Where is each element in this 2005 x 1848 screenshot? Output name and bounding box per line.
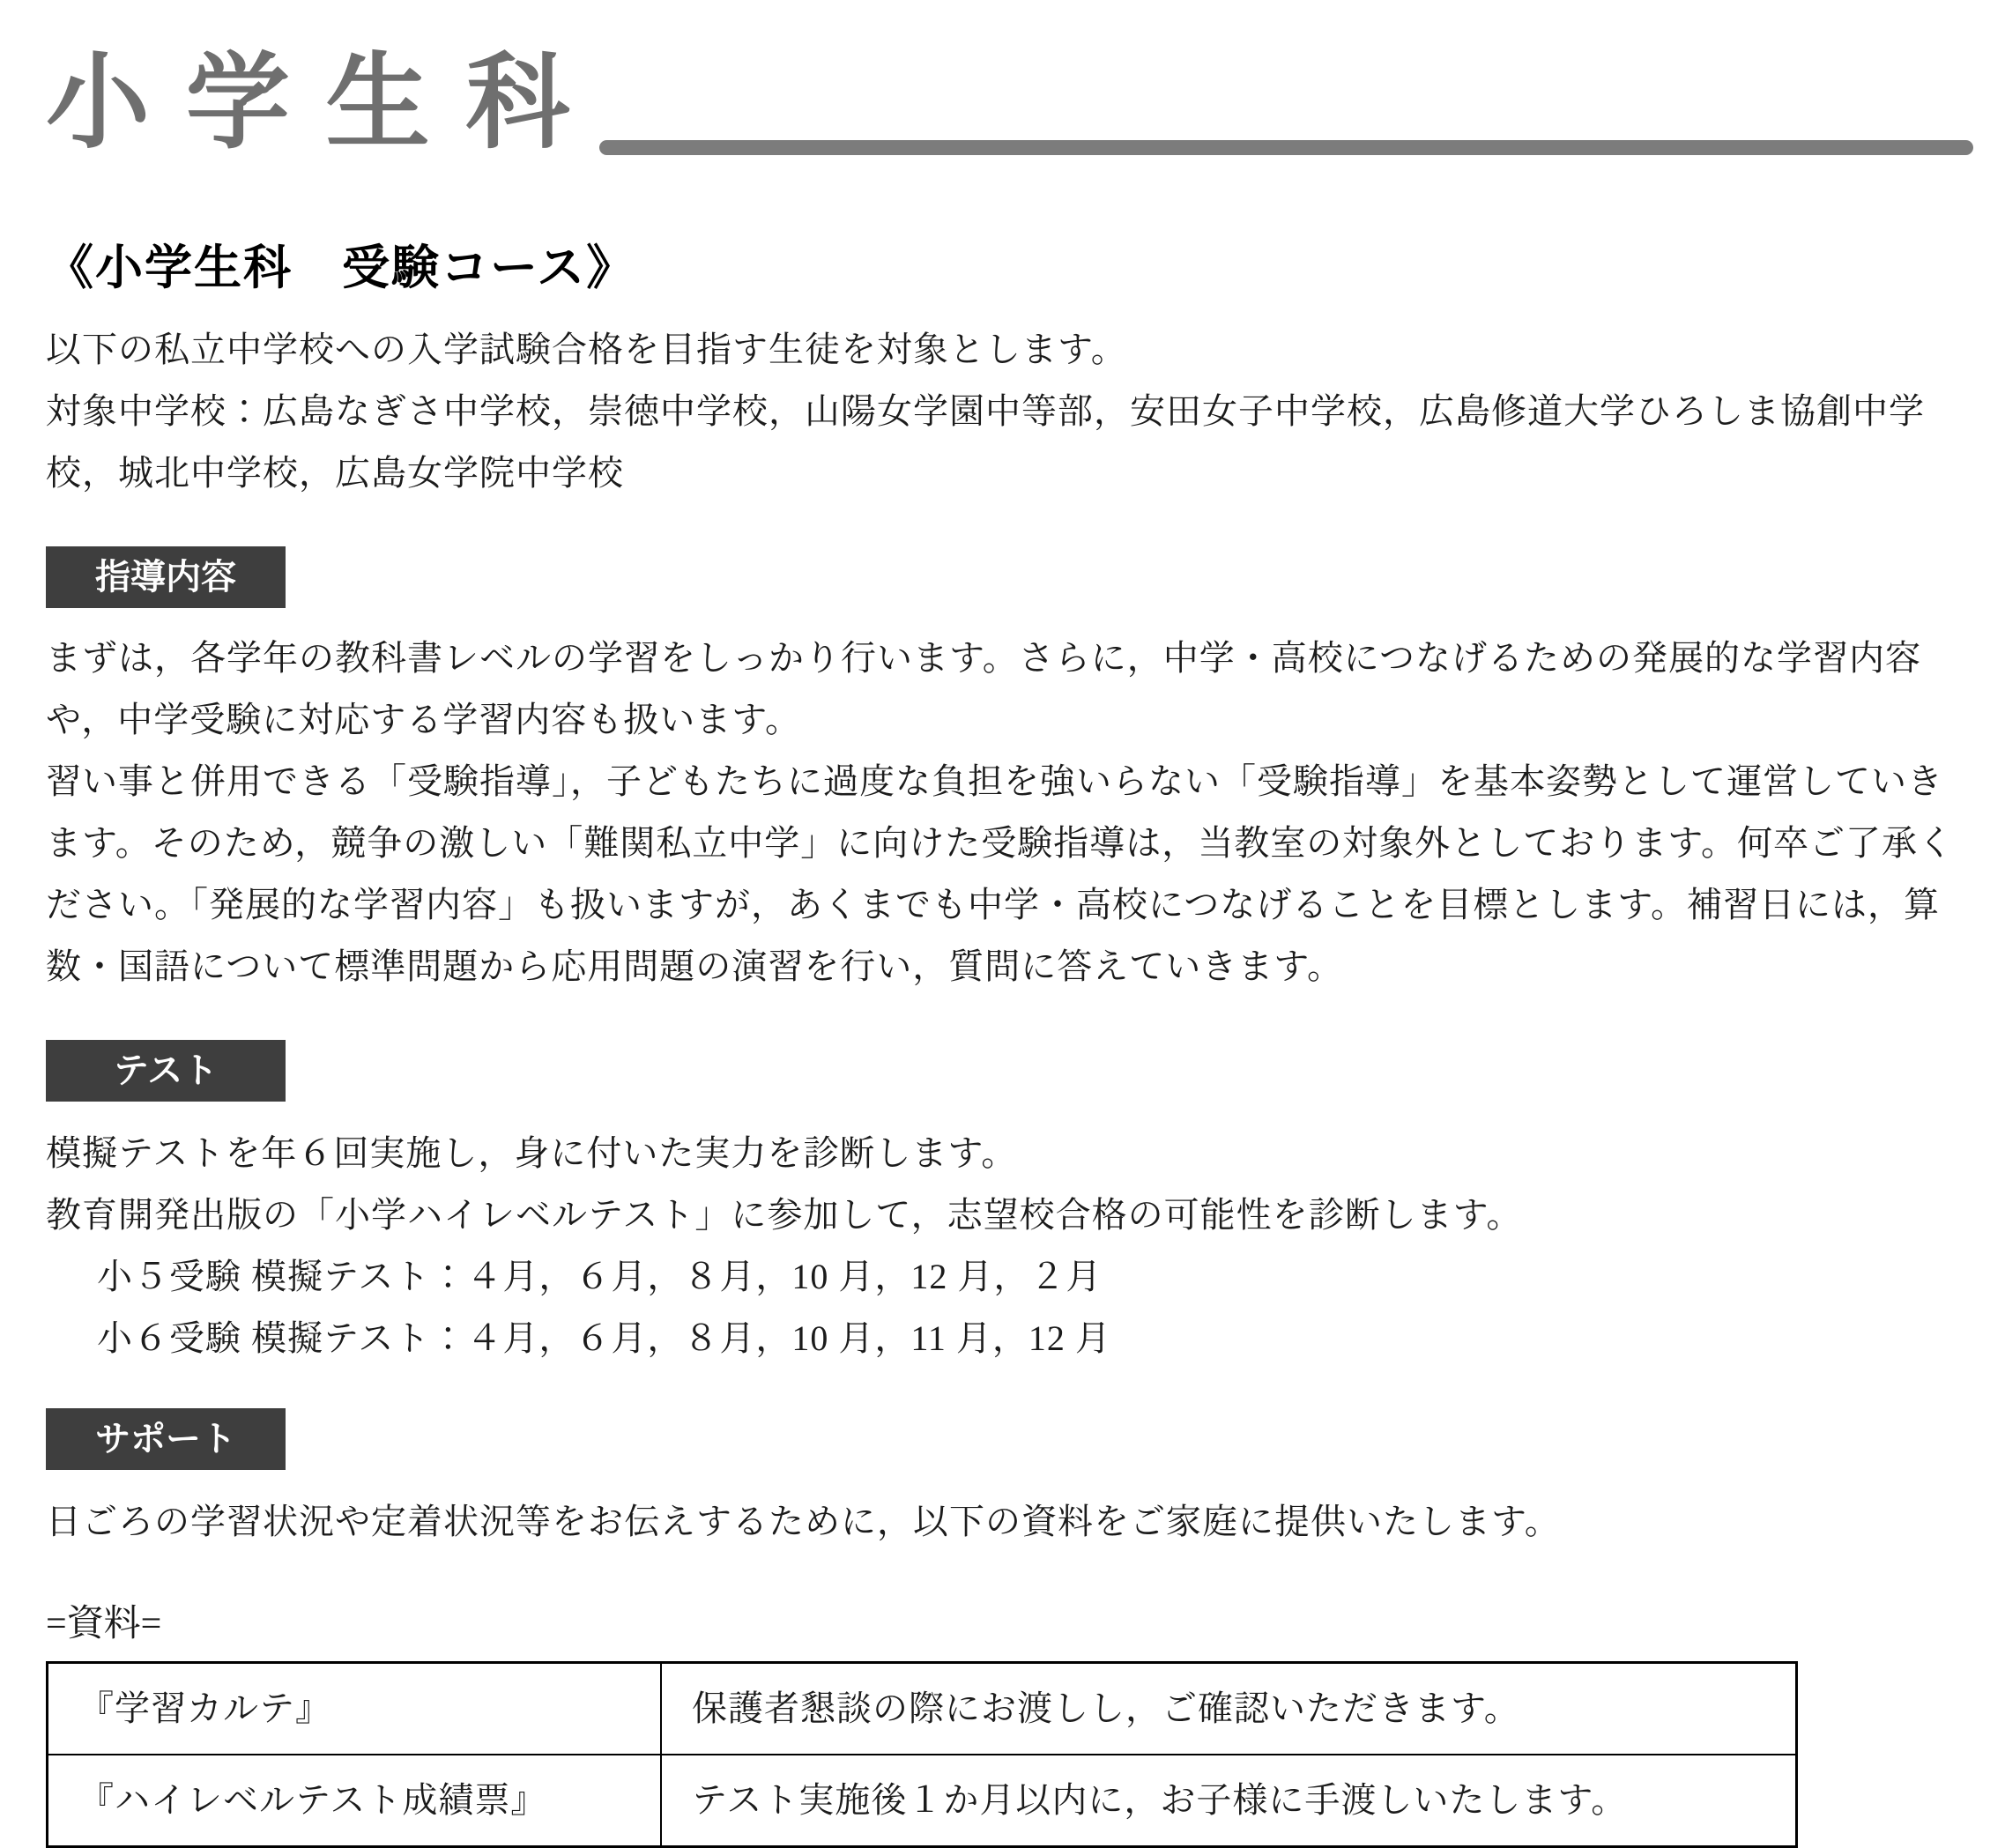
materials-section (46, 1602, 1973, 1847)
course-intro-line: 以下の私立中学校への入学試験合格を目指す生徒を対象とします。 (46, 330, 1127, 370)
support-paragraph (46, 1491, 1973, 1553)
course-intro (46, 319, 1973, 504)
title-underline-rule (599, 140, 1973, 155)
test-line: 教育開発出版の「小学ハイレベルテスト」に参加して，志望校合格の可能性を診断します。 (46, 1195, 1523, 1236)
materials-label: =資料= (46, 1604, 162, 1645)
guidance-paragraph: まずは，各学年の教科書レベルの学習をしっかり行います。さらに，中学・高校につなげるための発展的な学習内容や，中学受験に対応する学習内容も扱います。 (46, 638, 1921, 740)
guidance-badge: 指導内容 (46, 546, 286, 608)
course-target-schools: 対象中学校：広島なぎさ中学校，崇徳中学校，山陽女学園中等部，安田女子中学校，広島修道大学ひろしま協創中学校，城北中学校，広島女学院中学校 (46, 391, 1925, 494)
course-heading: 《小学生科 受験コース》 (46, 241, 636, 294)
page-title: 小 学 生 科 (46, 45, 574, 161)
guidance-paragraphs (46, 627, 1973, 998)
test-line: 模擬テストを年６回実施し，身に付いた実力を診断します。 (46, 1133, 1018, 1174)
support-section (46, 1408, 1973, 1553)
support-line: 日ごろの学習状況や定着状況等をお伝えするために，以下の資料をご家庭に提供いたします。 (46, 1502, 1561, 1542)
guidance-section (46, 546, 1973, 998)
materials-table (46, 1661, 1798, 1848)
material-description-cell: 保護者懇談の際にお渡しし，ご確認いただきます。 (661, 1662, 1797, 1755)
test-paragraphs (46, 1123, 1973, 1369)
guidance-paragraph: 習い事と併用できる「受験指導」，子どもたちに過度な負担を強いらない「受験指導」を基本姿勢として運営していきます。そのため，競争の激しい「難関私立中学」に向けた受験指導は，当教室の対象外としております。何卒ご了承ください。「発展的な学習内容」も扱いますが，あくまでも中学・高校につなげることを目標とします。補習日には，算数・国語について標準問題から応用問題の演習を行い，質問に答えていきます。 (46, 761, 1954, 987)
page-header (46, 39, 1973, 169)
table-row (48, 1755, 1797, 1847)
material-description-cell: テスト実施後１か月以内に，お子様に手渡しいたします。 (661, 1755, 1797, 1847)
test-schedule-grade6: 小６受験 模擬テスト：４月，６月，８月，10 月，11 月，12 月 (97, 1318, 1111, 1359)
course-section (46, 240, 1973, 505)
material-name-cell: 『学習カルテ』 (48, 1662, 662, 1755)
test-schedule-grade5: 小５受験 模擬テスト：４月，６月，８月，10 月，12 月，２月 (97, 1257, 1103, 1297)
material-name-cell: 『ハイレベルテスト成績票』 (48, 1755, 662, 1847)
support-badge: サポート (46, 1408, 286, 1470)
table-row (48, 1662, 1797, 1755)
test-section (46, 1040, 1973, 1369)
test-badge: テスト (46, 1040, 286, 1102)
